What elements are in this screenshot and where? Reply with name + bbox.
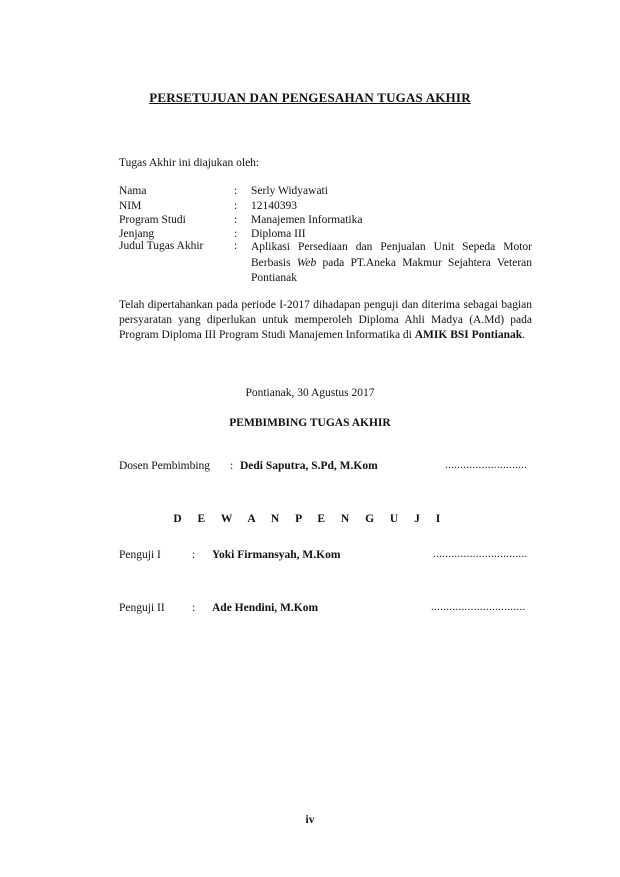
- pembimbing-colon: :: [230, 460, 234, 472]
- field-label-jenjang: Jenjang: [119, 228, 155, 240]
- penguji1-name: Yoki Firmansyah, M.Kom: [212, 549, 341, 561]
- field-label-nama: Nama: [119, 185, 147, 197]
- pembimbing-heading: PEMBIMBING TUGAS AKHIR: [229, 417, 391, 429]
- penguji1-label: Penguji I: [119, 549, 161, 561]
- penguji2-colon: :: [192, 602, 196, 614]
- field-label-nim: NIM: [119, 200, 142, 212]
- field-value-nim: 12140393: [251, 200, 297, 212]
- penguji2-name: Ade Hendini, M.Kom: [212, 602, 319, 614]
- pembimbing-name: Dedi Saputra, S.Pd, M.Kom: [240, 460, 378, 472]
- field-value-jenjang: Diploma III: [251, 228, 306, 240]
- intro-text: Tugas Akhir ini diajukan oleh:: [119, 157, 260, 169]
- page-number: iv: [305, 814, 315, 826]
- field-colon: :: [234, 228, 238, 240]
- field-label-judul: Judul Tugas Akhir: [119, 240, 204, 252]
- dewan-penguji-heading: D E W A N P E N G U J I: [173, 513, 447, 525]
- penguji2-label: Penguji II: [119, 602, 165, 614]
- field-value-judul: Aplikasi Persediaan dan Penjualan Unit Sepeda Motor Berbasis Web pada PT.Aneka Makmur Sejahtera Veteran Pontianak: [251, 241, 533, 284]
- place-date: Pontianak, 30 Agustus 2017: [245, 387, 375, 399]
- institution-name: AMIK BSI Pontianak: [414, 329, 523, 342]
- approval-paragraph: Telah dipertahankan pada periode I-2017 dihadapan penguji dan diterima sebagai bagian persyaratan yang diperlukan untuk memperoleh Diploma Ahli Madya (A.Md) pada Program Diploma III Program Studi Manajemen Informatika di AMIK BSI Pontianak.: [119, 299, 532, 342]
- penguji2-signature-line: ...............................: [431, 601, 526, 613]
- penguji1-colon: :: [192, 549, 196, 561]
- pembimbing-label: Dosen Pembimbing: [119, 460, 211, 472]
- field-value-prodi: Manajemen Informatika: [251, 214, 363, 226]
- pembimbing-signature-line: ...........................: [445, 459, 528, 471]
- field-colon: :: [234, 200, 238, 212]
- field-value-nama: Serly Widyawati: [251, 185, 328, 197]
- page-title: PERSETUJUAN DAN PENGESAHAN TUGAS AKHIR: [149, 90, 471, 105]
- field-colon: :: [234, 214, 238, 226]
- field-colon: :: [234, 240, 238, 252]
- field-label-prodi: Program Studi: [119, 214, 186, 226]
- judul-italic-word: Web: [296, 256, 317, 269]
- penguji1-signature-line: ...............................: [433, 548, 528, 560]
- field-colon: :: [234, 185, 238, 197]
